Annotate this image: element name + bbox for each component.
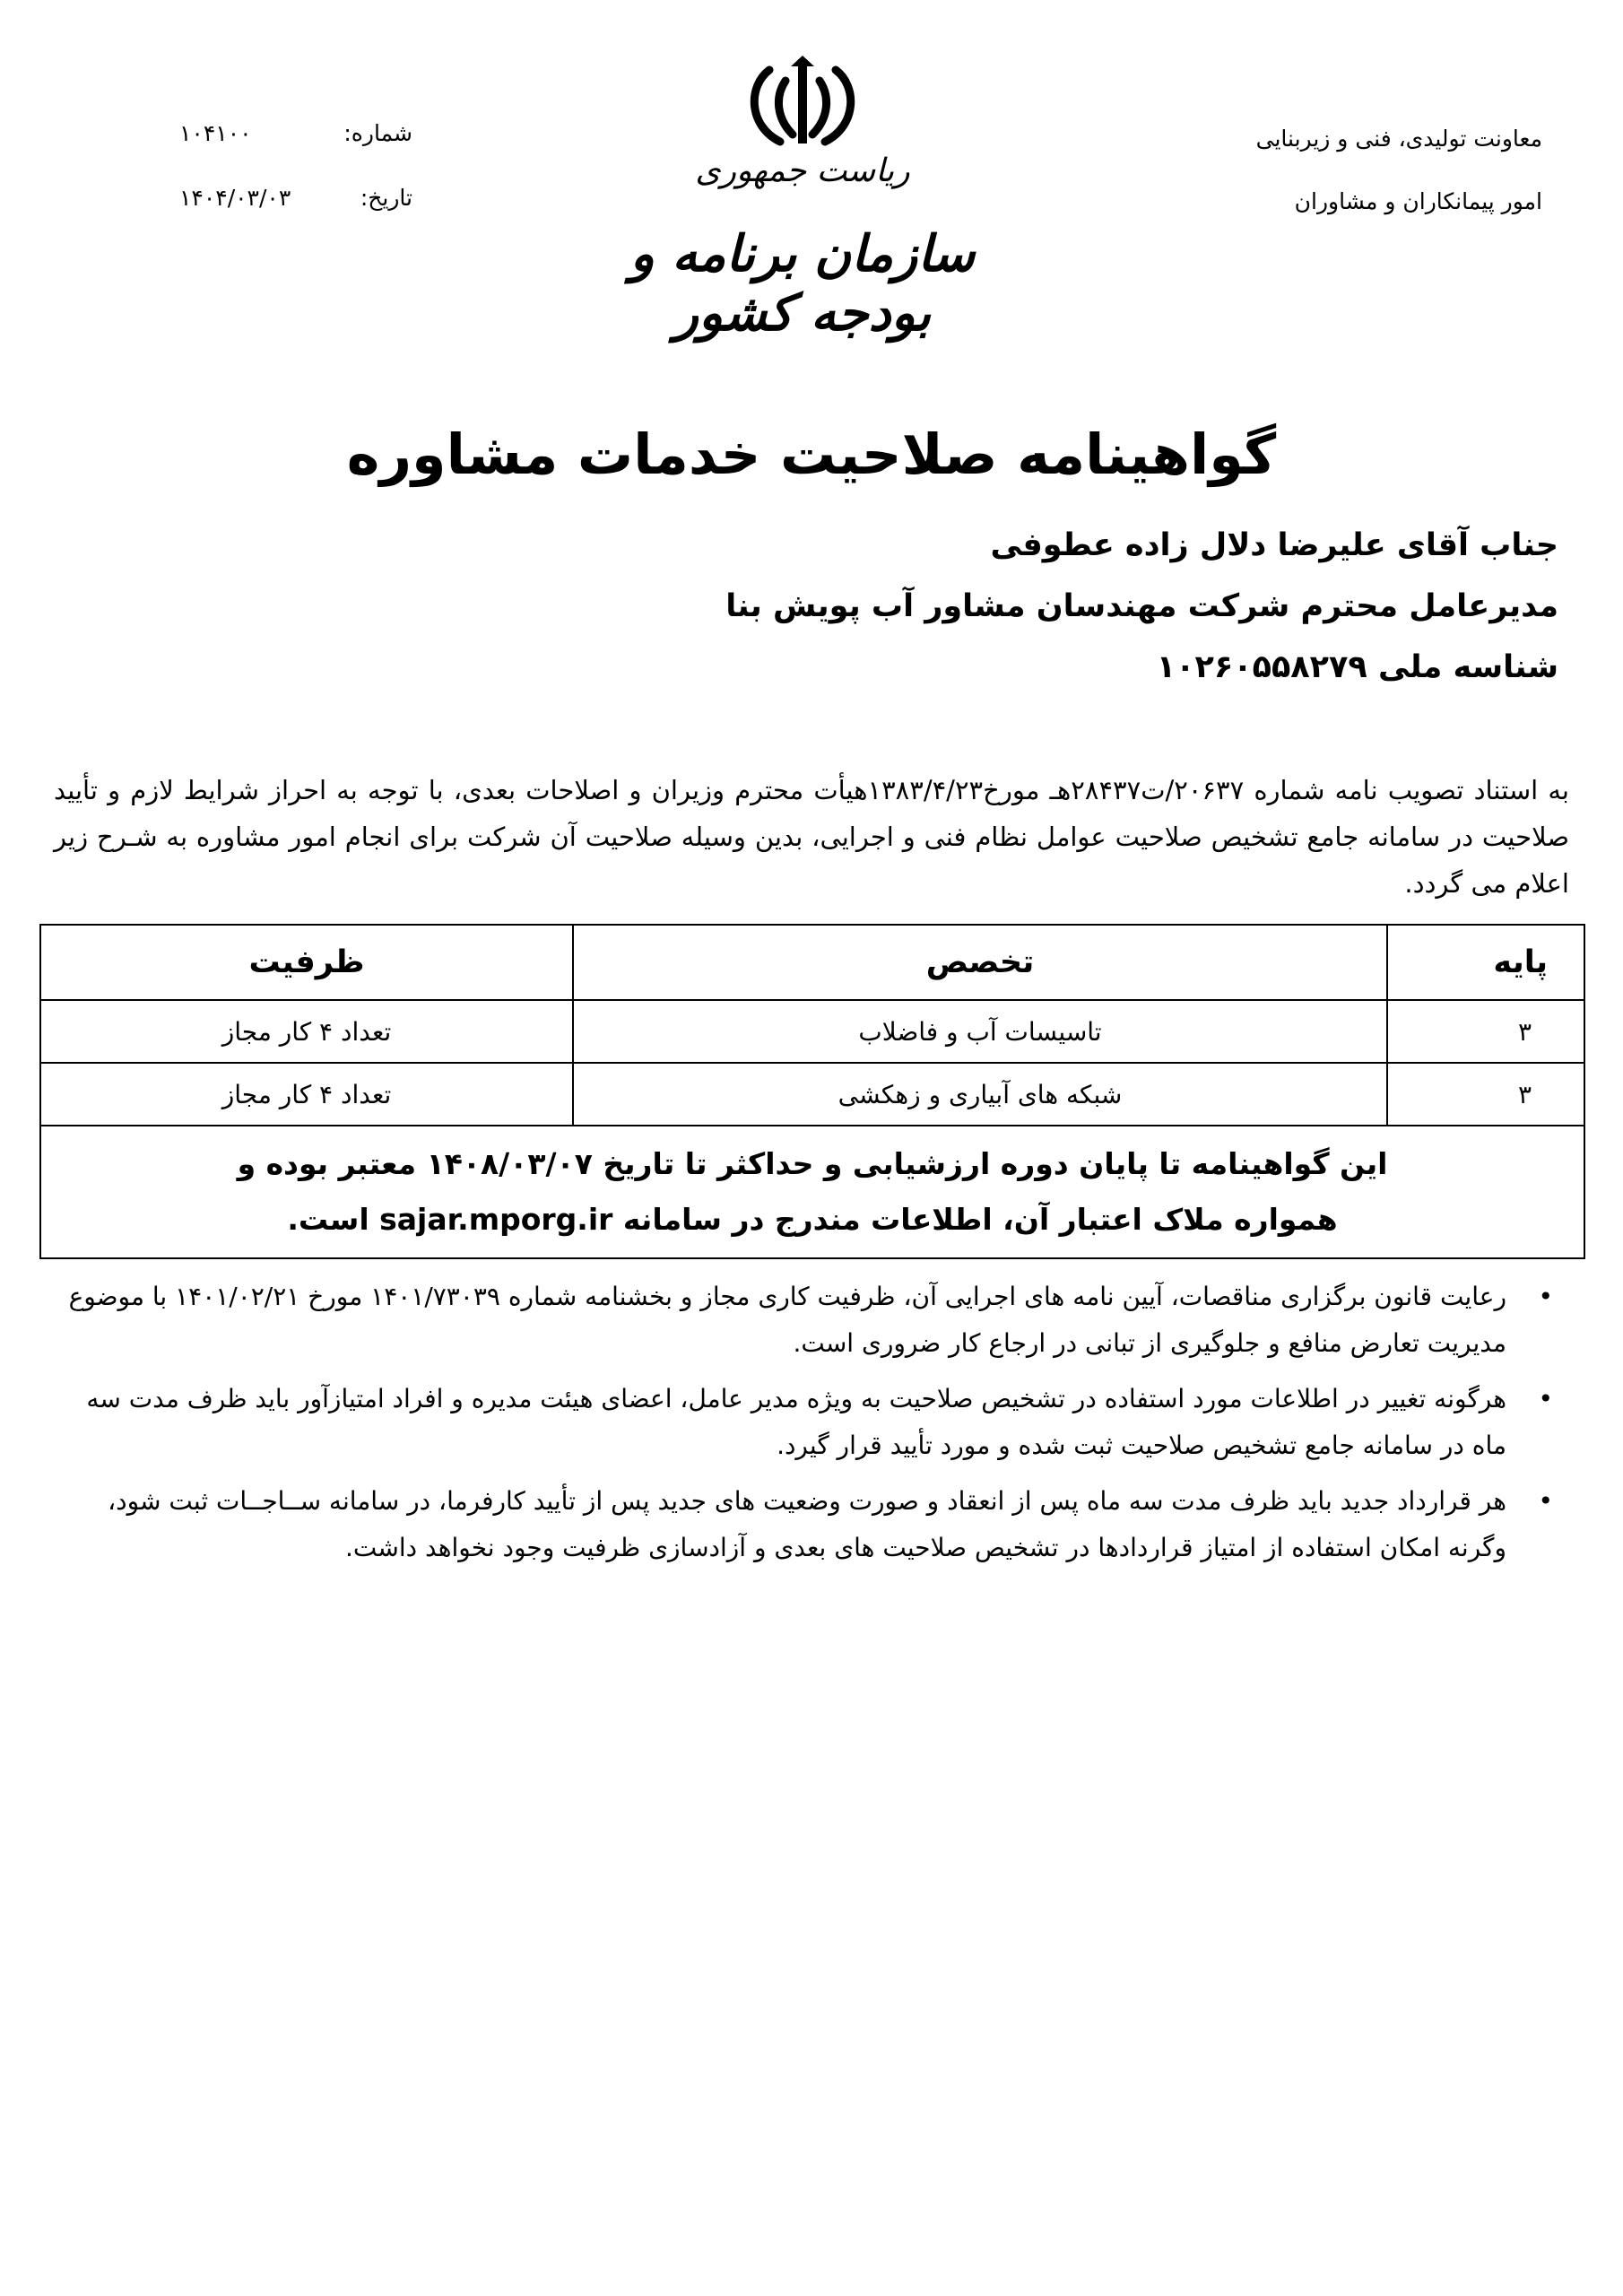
addressee-name: جناب آقای علیرضا دلال زاده عطوفی	[990, 527, 1558, 563]
table-row	[40, 1000, 1584, 1063]
list-item-text: هرگونه تغییر در اطلاعات مورد استفاده در تشخیص صلاحیت به ویژه مدیر عامل، اعضای هیئت مدیره و افراد امتیازآور باید ظرف مدت سه ماه در سامانه جامع تشخیص صلاحیت ثبت شده و مورد تأیید قرار گیرد.	[86, 1384, 1506, 1460]
department-line-1: معاونت تولیدی، فنی و زیربنایی	[1255, 126, 1542, 152]
letter-date-value: ۱۴۰۴/۰۳/۰۳	[179, 185, 291, 211]
department-line-2: امور پیمانکاران و مشاوران	[1294, 188, 1542, 214]
addressee-position: مدیرعامل محترم شرکت مهندسان مشاور آب پویش بنا	[725, 588, 1558, 624]
table-row	[40, 1063, 1584, 1126]
iran-emblem-icon	[735, 54, 870, 152]
cell-base: ۳	[1387, 1000, 1584, 1063]
cell-base: ۳	[1387, 1063, 1584, 1126]
list-item-text: هر قرارداد جدید باید ظرف مدت سه ماه پس از انعقاد و صورت وضعیت های جدید پس از تأیید کارفرما، در سامانه ســاجــات ثبت شود، وگرنه امکان استفاده از امتیاز قراردادها در تشخیص صلاحیت های بعدی و آزادسازی ظرفیت وجود نخواهد داشت.	[108, 1486, 1506, 1562]
cell-capacity: تعداد ۴ کار مجاز	[40, 1063, 573, 1126]
list-item	[45, 1376, 1569, 1469]
qualification-table	[39, 924, 1585, 1259]
header-specialty: تخصص	[573, 925, 1387, 1000]
notes-list	[45, 1274, 1569, 1580]
letter-date-label: تاریخ:	[360, 185, 412, 211]
validity-note-row	[40, 1126, 1584, 1258]
letter-number	[179, 120, 412, 146]
list-item	[45, 1478, 1569, 1571]
validity-note-line-1: این گواهینامه تا پایان دوره ارزشیابی و حداکثر تا تاریخ ۱۴۰۸/۰۳/۰۷ معتبر بوده و	[237, 1146, 1388, 1181]
list-item-text: رعایت قانون برگزاری مناقصات، آیین نامه های اجرایی آن، ظرفیت کاری مجاز و بخشنامه شماره ۱۴۰۱/۷۳۰۳۹ مورخ ۱۴۰۱/۰۲/۲۱ با موضوع مدیریت تعارض منافع و جلوگیری از تبانی در ارجاع کار ضروری است.	[68, 1282, 1506, 1358]
validity-note-line-2	[41, 1192, 1584, 1248]
cell-specialty: تاسیسات آب و فاضلاب	[573, 1000, 1387, 1063]
header-base: پایه	[1387, 925, 1584, 1000]
validity-note	[40, 1126, 1584, 1258]
addressee-national-id: شناسه ملی ۱۰۲۶۰۵۵۸۲۷۹	[1156, 649, 1558, 685]
bullet-icon: •	[1538, 1282, 1553, 1311]
table-header-row	[40, 925, 1584, 1000]
intro-paragraph: به استناد تصویب نامه شماره ۲۰۶۳۷/ت۲۸۴۳۷هـ مورخ۱۳۸۳/۴/۲۳هیأت محترم وزیران و اصلاحات بعدی، با توجه به احراز شرایط لازم و تأیید صلاحیت در سامانه جامع تشخیص صلاحیت عوامل نظام فنی و اجرایی، بدین وسیله صلاحیت آن شرکت برای انجام امور مشاوره به شـرح زیر اعلام می گردد.	[54, 775, 1570, 899]
org-name: سازمان برنامه و بودجه کشور	[629, 224, 976, 343]
validity-note-text: همواره ملاک اعتبار آن، اطلاعات مندرج در سامانه	[622, 1202, 1338, 1237]
letter-number-label: شماره:	[343, 120, 412, 146]
header-capacity: ظرفیت	[40, 925, 573, 1000]
page-title: گواهینامه صلاحیت خدمات مشاوره	[346, 422, 1277, 487]
validity-note-end: است.	[287, 1202, 369, 1237]
bullet-icon: •	[1538, 1384, 1553, 1413]
cell-specialty: شبکه های آبیاری و زهکشی	[573, 1063, 1387, 1126]
sajar-link[interactable]: sajar.mporg.ir	[379, 1202, 613, 1237]
cell-capacity: تعداد ۴ کار مجاز	[40, 1000, 573, 1063]
bullet-icon: •	[1538, 1486, 1553, 1516]
org-subtitle: ریاست جمهوری	[695, 152, 910, 189]
letter-number-value: ۱۰۴۱۰۰	[179, 120, 252, 146]
list-item	[45, 1274, 1569, 1367]
letter-date	[179, 185, 412, 211]
